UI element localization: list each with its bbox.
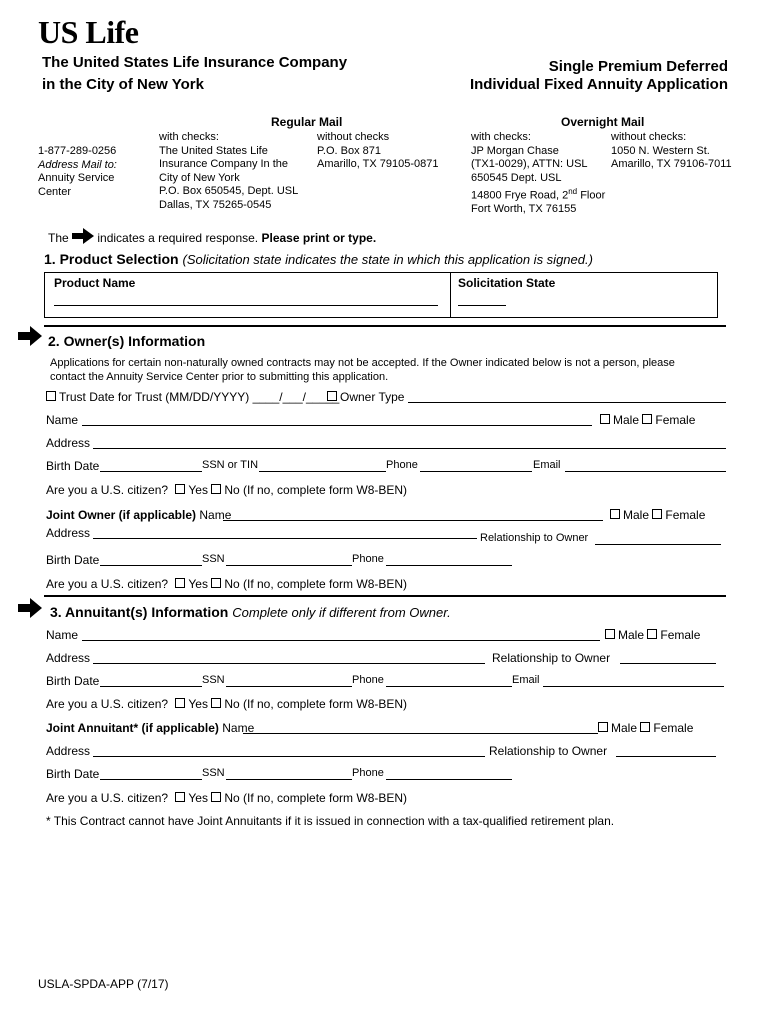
box-divider (450, 272, 451, 317)
checkbox-female[interactable] (640, 722, 650, 732)
addr-line: Insurance Company In the (159, 158, 289, 170)
section3-subtitle: Complete only if different from Owner. (232, 605, 451, 620)
joint-owner-ssn-label: SSN (202, 553, 225, 565)
solicitation-state-input[interactable] (458, 305, 506, 306)
checkbox-yes[interactable] (175, 792, 185, 802)
overnight-mail-title: Overnight Mail (561, 115, 645, 129)
note-prefix: The (48, 231, 69, 245)
checkbox-yes[interactable] (175, 578, 185, 588)
form-id: USLA-SPDA-APP (7/17) (38, 977, 169, 991)
annuitant-relationship-label: Relationship to Owner (492, 651, 611, 665)
joint-owner-citizen[interactable] (46, 577, 407, 591)
note-bold: Please print or type. (261, 231, 377, 245)
no-label: No (If no, complete form W8-BEN) (224, 697, 408, 711)
female-label: Female (665, 508, 706, 522)
owner-phone-input[interactable] (420, 471, 532, 472)
joint-owner-gender[interactable] (610, 508, 705, 522)
owner-email-label: Email (533, 459, 561, 471)
joint-owner-birthdate-label: Birth Date (46, 553, 100, 567)
addr-line: 1050 N. Western St. (611, 144, 710, 157)
checkbox-male[interactable] (598, 722, 608, 732)
annuitant-email-label: Email (512, 674, 540, 686)
addr-line: Amarillo, TX 79106-7011 (611, 158, 732, 170)
section1-header (44, 251, 593, 267)
joint-owner-relationship-label: Relationship to Owner (480, 532, 589, 544)
service-center-2: Center (38, 185, 72, 198)
arrow-right-icon (72, 228, 94, 244)
yes-label: Yes (188, 697, 208, 711)
service-contact (38, 145, 117, 199)
owner-type-label: Owner Type (340, 390, 405, 404)
annuitant-address-label: Address (46, 651, 91, 665)
addr-line: with checks: (471, 131, 531, 143)
annuitant-name-label: Name (46, 628, 79, 642)
product-selection-box (44, 272, 718, 318)
joint-owner-ssn-input[interactable] (226, 565, 352, 566)
addr-line: Dallas, TX 75265-0545 (159, 198, 272, 211)
note-text: indicates a required response. (97, 231, 259, 245)
annuitant-phone-input[interactable] (386, 686, 512, 687)
owner-citizen[interactable] (46, 483, 407, 497)
female-label: Female (655, 413, 696, 427)
joint-annuitant-birthdate-label: Birth Date (46, 767, 100, 781)
addr-superscript: nd (568, 187, 578, 196)
service-phone: 1-877-289-0256 (38, 145, 117, 157)
joint-annuitant-ssn-input[interactable] (226, 779, 352, 780)
form-title-line2: Individual Fixed Annuity Application (469, 76, 728, 93)
addr-line: Amarillo, TX 79105-0871 (317, 158, 439, 170)
joint-annuitant-address-input[interactable] (93, 756, 485, 757)
product-name-label: Product Name (54, 276, 136, 290)
checkbox[interactable] (327, 391, 337, 401)
annuitant-phone-label: Phone (352, 674, 384, 686)
joint-annuitant-row (46, 721, 254, 735)
joint-annuitant-footnote: * This Contract cannot have Joint Annuitants if it is issued in connection with a tax-qualified retirement plan. (46, 814, 615, 828)
joint-owner-phone-label: Phone (352, 553, 384, 565)
checkbox-female[interactable] (642, 414, 652, 424)
addr-line: P.O. Box 871 (317, 144, 382, 157)
male-label: Male (623, 508, 650, 522)
annuitant-birthdate-input[interactable] (100, 686, 202, 687)
owner-gender[interactable] (600, 413, 695, 427)
joint-annuitant-ssn-label: SSN (202, 767, 225, 779)
joint-annuitant-gender[interactable] (598, 721, 693, 735)
addr-line: without checks (317, 131, 390, 143)
joint-annuitant-relationship-input[interactable] (616, 756, 716, 757)
addr-line: (TX1-0029), ATTN: USL (471, 158, 588, 170)
no-label: No (If no, complete form W8-BEN) (224, 791, 408, 805)
product-name-input[interactable] (54, 305, 438, 306)
joint-annuitant-name-label: Name (222, 721, 255, 735)
citizen-question: Are you a U.S. citizen? (46, 483, 169, 497)
owner-ssn-label: SSN or TIN (202, 459, 259, 471)
regular-mail-title: Regular Mail (271, 115, 343, 129)
annuitant-address-input[interactable] (93, 663, 485, 664)
addr-line: The United States Life (159, 144, 268, 157)
section1-title: 1. Product Selection (44, 251, 179, 267)
yes-label: Yes (188, 577, 208, 591)
joint-owner-label: Joint Owner (if applicable) (46, 508, 197, 522)
owner-email-input[interactable] (565, 471, 726, 472)
addr-line: Fort Worth, TX 76155 (471, 203, 577, 216)
joint-owner-address-label: Address (46, 526, 91, 540)
female-label: Female (653, 721, 694, 735)
annuitant-ssn-input[interactable] (226, 686, 352, 687)
no-label: No (If no, complete form W8-BEN) (224, 577, 408, 591)
owner-name-label: Name (46, 413, 79, 427)
male-label: Male (618, 628, 645, 642)
citizen-question: Are you a U.S. citizen? (46, 577, 169, 591)
citizen-question: Are you a U.S. citizen? (46, 791, 169, 805)
joint-owner-name-input[interactable] (223, 520, 603, 521)
annuitant-citizen[interactable] (46, 697, 407, 711)
company-name: The United States Life Insurance Company (42, 54, 348, 71)
no-label: No (If no, complete form W8-BEN) (224, 483, 408, 497)
checkbox-no[interactable] (211, 698, 221, 708)
section-divider (44, 595, 726, 597)
section1-subtitle: (Solicitation state indicates the state in which this application is signed.) (182, 252, 593, 267)
addr-line: City of New York (159, 171, 240, 184)
checkbox-no[interactable] (211, 578, 221, 588)
addr-line (471, 185, 605, 203)
joint-owner-birthdate-input[interactable] (100, 565, 202, 566)
regular-with-checks (159, 131, 298, 212)
male-label: Male (613, 413, 640, 427)
owner-address-input[interactable] (93, 448, 726, 449)
checkbox-female[interactable] (647, 629, 657, 639)
checkbox-yes[interactable] (175, 698, 185, 708)
addr-line: 650545 Dept. USL (471, 171, 562, 184)
addr-line: P.O. Box 650545, Dept. USL (159, 185, 299, 197)
joint-owner-name-label: Name (199, 508, 232, 522)
section2-note-1: Applications for certain non-naturally owned contracts may not be accepted. If the Owner indicated below is not a person, please (50, 357, 675, 369)
annuitant-email-input[interactable] (543, 686, 724, 687)
owner-type-field[interactable] (327, 390, 404, 404)
joint-owner-address-input[interactable] (93, 538, 477, 539)
owner-name-input[interactable] (82, 425, 592, 426)
owner-ssn-input[interactable] (259, 471, 386, 472)
required-arrow-icon (18, 598, 42, 618)
yes-label: Yes (188, 791, 208, 805)
joint-owner-row (46, 508, 231, 522)
section-divider (44, 325, 726, 327)
company-logo: US Life (38, 14, 139, 50)
joint-annuitant-relationship-label: Relationship to Owner (489, 744, 608, 758)
joint-owner-relationship-input[interactable] (595, 544, 721, 545)
yes-label: Yes (188, 483, 208, 497)
trust-date-field[interactable] (46, 390, 339, 404)
annuitant-relationship-input[interactable] (620, 663, 716, 664)
checkbox-male[interactable] (610, 509, 620, 519)
required-arrow-icon (18, 326, 42, 346)
section3-header (50, 604, 451, 620)
owner-phone-label: Phone (386, 459, 418, 471)
form-title-line1: Single Premium Deferred (548, 58, 728, 75)
overnight-with-checks (471, 131, 605, 217)
checkbox-no[interactable] (211, 484, 221, 494)
joint-annuitant-citizen[interactable] (46, 791, 407, 805)
citizen-question: Are you a U.S. citizen? (46, 697, 169, 711)
owner-birthdate-label: Birth Date (46, 459, 100, 473)
owner-birthdate-input[interactable] (100, 471, 202, 472)
annuitant-birthdate-label: Birth Date (46, 674, 100, 688)
addr-part: Floor (577, 189, 606, 202)
male-label: Male (611, 721, 638, 735)
addr-line: JP Morgan Chase (471, 144, 559, 157)
section2-note-2: contact the Annuity Service Center prior to submitting this application. (50, 371, 389, 383)
checkbox-male[interactable] (605, 629, 615, 639)
joint-annuitant-birthdate-input[interactable] (100, 779, 202, 780)
joint-annuitant-phone-input[interactable] (386, 779, 512, 780)
annuitant-name-input[interactable] (82, 640, 600, 641)
joint-owner-phone-input[interactable] (386, 565, 512, 566)
joint-annuitant-label: Joint Annuitant* (if applicable) (46, 721, 219, 735)
addr-line: with checks: (159, 131, 219, 143)
joint-annuitant-phone-label: Phone (352, 767, 384, 779)
addr-part: 14800 Frye Road, 2 (471, 189, 569, 202)
required-note (48, 228, 376, 245)
address-mail-to: Address Mail to: (38, 158, 117, 171)
female-label: Female (660, 628, 701, 642)
section3-title: 3. Annuitant(s) Information (50, 604, 229, 620)
overnight-without-checks (611, 131, 732, 172)
annuitant-gender[interactable] (605, 628, 700, 642)
annuitant-ssn-label: SSN (202, 674, 225, 686)
joint-annuitant-name-input[interactable] (243, 733, 598, 734)
checkbox-male[interactable] (600, 414, 610, 424)
company-city: in the City of New York (42, 76, 204, 93)
joint-annuitant-address-label: Address (46, 744, 91, 758)
addr-line: without checks: (611, 131, 687, 143)
checkbox[interactable] (46, 391, 56, 401)
service-center-1: Annuity Service (38, 172, 115, 184)
checkbox-yes[interactable] (175, 484, 185, 494)
trust-date-label: Trust Date for Trust (MM/DD/YYYY) ____/___/_____ (59, 390, 340, 404)
regular-without-checks (317, 131, 438, 172)
owner-address-label: Address (46, 436, 91, 450)
owner-type-input[interactable] (408, 402, 726, 403)
solicitation-state-label: Solicitation State (458, 276, 556, 290)
checkbox-no[interactable] (211, 792, 221, 802)
section2-title: 2. Owner(s) Information (48, 333, 206, 349)
checkbox-female[interactable] (652, 509, 662, 519)
